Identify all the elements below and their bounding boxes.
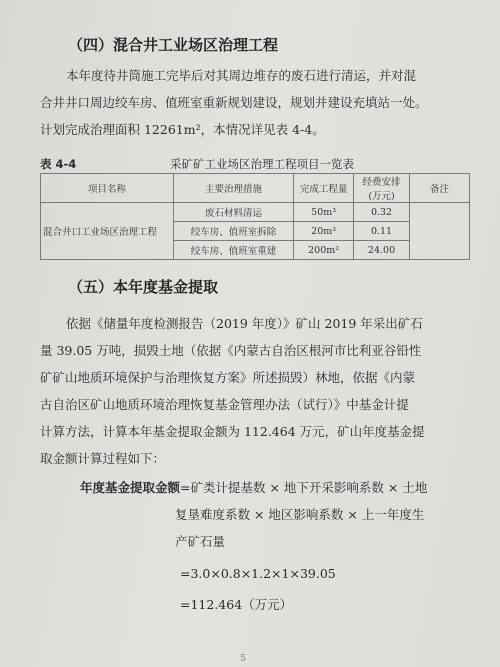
quantity-cell: 200m² bbox=[294, 241, 354, 260]
table-title: 采矿矿工业场区治理工程项目一览表 bbox=[170, 157, 354, 171]
paragraph-line: 依据《储量年度检测报告（2019 年度）》矿山 2019 年采出矿石 bbox=[66, 316, 423, 331]
paragraph-line: 古自治区矿山地质环境治理恢复基金管理办法（试行）》中基金计提 bbox=[40, 397, 409, 412]
measure-cell: 绞车房、值班室拆除 bbox=[173, 222, 293, 241]
table-row bbox=[41, 203, 470, 222]
project-name-cell: 混合井口工业场区治理工程 bbox=[41, 203, 174, 260]
col-header-project: 项目名称 bbox=[41, 174, 174, 203]
formula-line-3: 产矿石量 bbox=[175, 534, 226, 549]
measure-cell: 废石材料清运 bbox=[173, 203, 293, 222]
formula-result: =112.464（万元） bbox=[180, 597, 293, 612]
paragraph-line: 矿矿山地质环境保护与治理恢复方案》所述损毁）林地，依据《内蒙 bbox=[40, 370, 416, 385]
quantity-cell: 50m³ bbox=[294, 203, 354, 222]
budget-cell: 0.11 bbox=[354, 222, 410, 241]
col-header-measure: 主要治理措施 bbox=[173, 174, 293, 203]
budget-cell: 24.00 bbox=[354, 241, 410, 260]
section-5-paragraph bbox=[40, 310, 475, 472]
paragraph-line: 量 39.05 万吨，损毁土地（依据《内蒙古自治区根河市比利亚谷铅性 bbox=[40, 343, 422, 358]
page-number: 5 bbox=[240, 654, 246, 664]
table-header-row bbox=[41, 174, 470, 203]
formula-line-2: 复垦难度系数 × 地区影响系数 × 上一年度生 bbox=[175, 507, 425, 522]
paragraph-line: 计算方法，计算本年基金提取金额为 112.464 万元，矿山年度基金提 bbox=[40, 424, 425, 439]
col-header-budget: 经费安排(万元) bbox=[354, 174, 410, 203]
measure-cell: 绞车房、值班室重建 bbox=[173, 241, 293, 260]
section-4-heading: （四）混合井工业场区治理工程 bbox=[68, 36, 279, 54]
budget-cell: 0.32 bbox=[354, 203, 410, 222]
quantity-cell: 20m³ bbox=[294, 222, 354, 241]
table-caption bbox=[40, 156, 470, 172]
formula-expression: =矿类计提基数 × 地下开采影响系数 × 土地 bbox=[180, 480, 428, 495]
paragraph-line: 合井井口周边绞车房、值班室重新规划建设，规划并建设充填站一处。 bbox=[40, 95, 428, 110]
formula-line-1 bbox=[80, 478, 427, 496]
col-header-quantity: 完成工程量 bbox=[294, 174, 354, 203]
governance-table bbox=[40, 173, 470, 260]
paragraph-line: 计划完成治理面积 12261m²，本情况详见表 4-4。 bbox=[40, 122, 325, 137]
section-4-paragraph bbox=[40, 62, 475, 143]
section-5-heading: （五）本年度基金提取 bbox=[68, 278, 219, 296]
col-header-note: 备注 bbox=[409, 174, 469, 203]
formula-line-4: =3.0×0.8×1.2×1×39.05 bbox=[180, 566, 336, 581]
formula-label: 年度基金提取金额 bbox=[80, 480, 181, 495]
paragraph-line: 取金额计算过程如下： bbox=[40, 451, 166, 466]
table-number: 表 4-4 bbox=[40, 157, 77, 171]
paragraph-line: 本年度待井筒施工完毕后对其周边堆存的废石进行清运，并对混 bbox=[66, 68, 417, 83]
note-cell bbox=[409, 203, 469, 260]
